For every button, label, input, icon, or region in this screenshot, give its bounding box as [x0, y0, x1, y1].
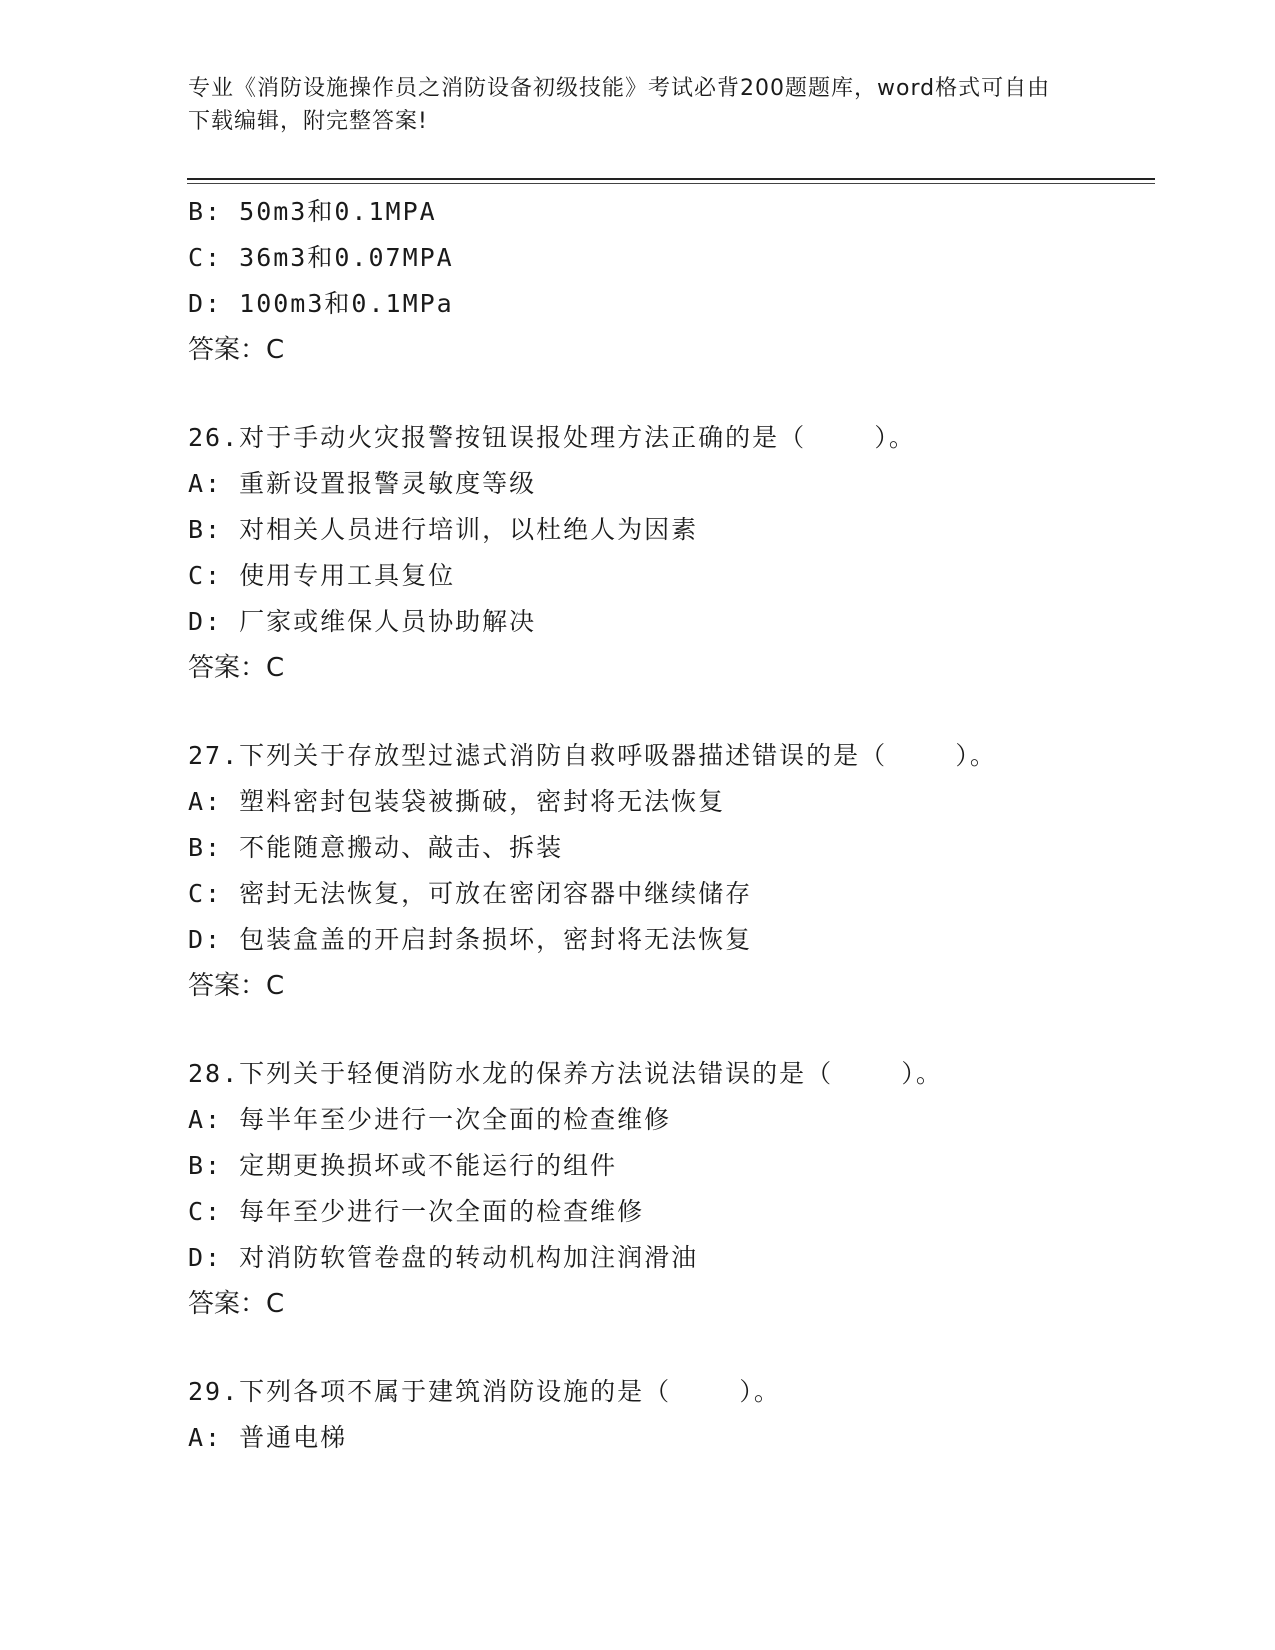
- option-c: C: 36m3和0.07MPA: [188, 243, 454, 272]
- question-block: [188, 1369, 1138, 1461]
- option-a: A: 普通电梯: [188, 1423, 348, 1452]
- header-rule-thick: [187, 178, 1155, 180]
- option-d: D: 100m3和0.1MPa: [188, 289, 454, 318]
- question-text: 28.下列关于轻便消防水龙的保养方法说法错误的是（ ）。: [188, 1059, 943, 1088]
- option-d: D: 对消防软管卷盘的转动机构加注润滑油: [188, 1243, 699, 1272]
- option-d: D: 包装盒盖的开启封条损坏，密封将无法恢复: [188, 925, 753, 954]
- option-c: C: 每年至少进行一次全面的检查维修: [188, 1197, 645, 1226]
- question-block: [188, 415, 1138, 691]
- option-b: B: 不能随意搬动、敲击、拆装: [188, 833, 564, 862]
- answer-line: 答案：C: [188, 335, 285, 365]
- answer-line: 答案：C: [188, 653, 285, 683]
- question-text: 26.对于手动火灾报警按钮误报处理方法正确的是（ ）。: [188, 423, 916, 452]
- question-block: [188, 189, 1138, 373]
- document-header: 专业《消防设施操作员之消防设备初级技能》考试必背200题题库，word格式可自由下载编辑，附完整答案!: [188, 76, 1051, 134]
- option-a: A: 每半年至少进行一次全面的检查维修: [188, 1105, 672, 1134]
- header-rule-thin: [187, 183, 1155, 184]
- option-a: A: 塑料密封包装袋被撕破，密封将无法恢复: [188, 787, 726, 816]
- question-block: [188, 1051, 1138, 1327]
- question-list: [188, 189, 1138, 1461]
- answer-line: 答案：C: [188, 1289, 285, 1319]
- question-text: 27.下列关于存放型过滤式消防自救呼吸器描述错误的是（ ）。: [188, 741, 997, 770]
- option-a: A: 重新设置报警灵敏度等级: [188, 469, 537, 498]
- option-c: C: 使用专用工具复位: [188, 561, 456, 590]
- answer-line: 答案：C: [188, 971, 285, 1001]
- option-b: B: 定期更换损坏或不能运行的组件: [188, 1151, 618, 1180]
- option-b: B: 50m3和0.1MPA: [188, 197, 437, 226]
- option-d: D: 厂家或维保人员协助解决: [188, 607, 537, 636]
- question-text: 29.下列各项不属于建筑消防设施的是（ ）。: [188, 1377, 781, 1406]
- question-block: [188, 733, 1138, 1009]
- option-b: B: 对相关人员进行培训，以杜绝人为因素: [188, 515, 699, 544]
- option-c: C: 密封无法恢复，可放在密闭容器中继续储存: [188, 879, 753, 908]
